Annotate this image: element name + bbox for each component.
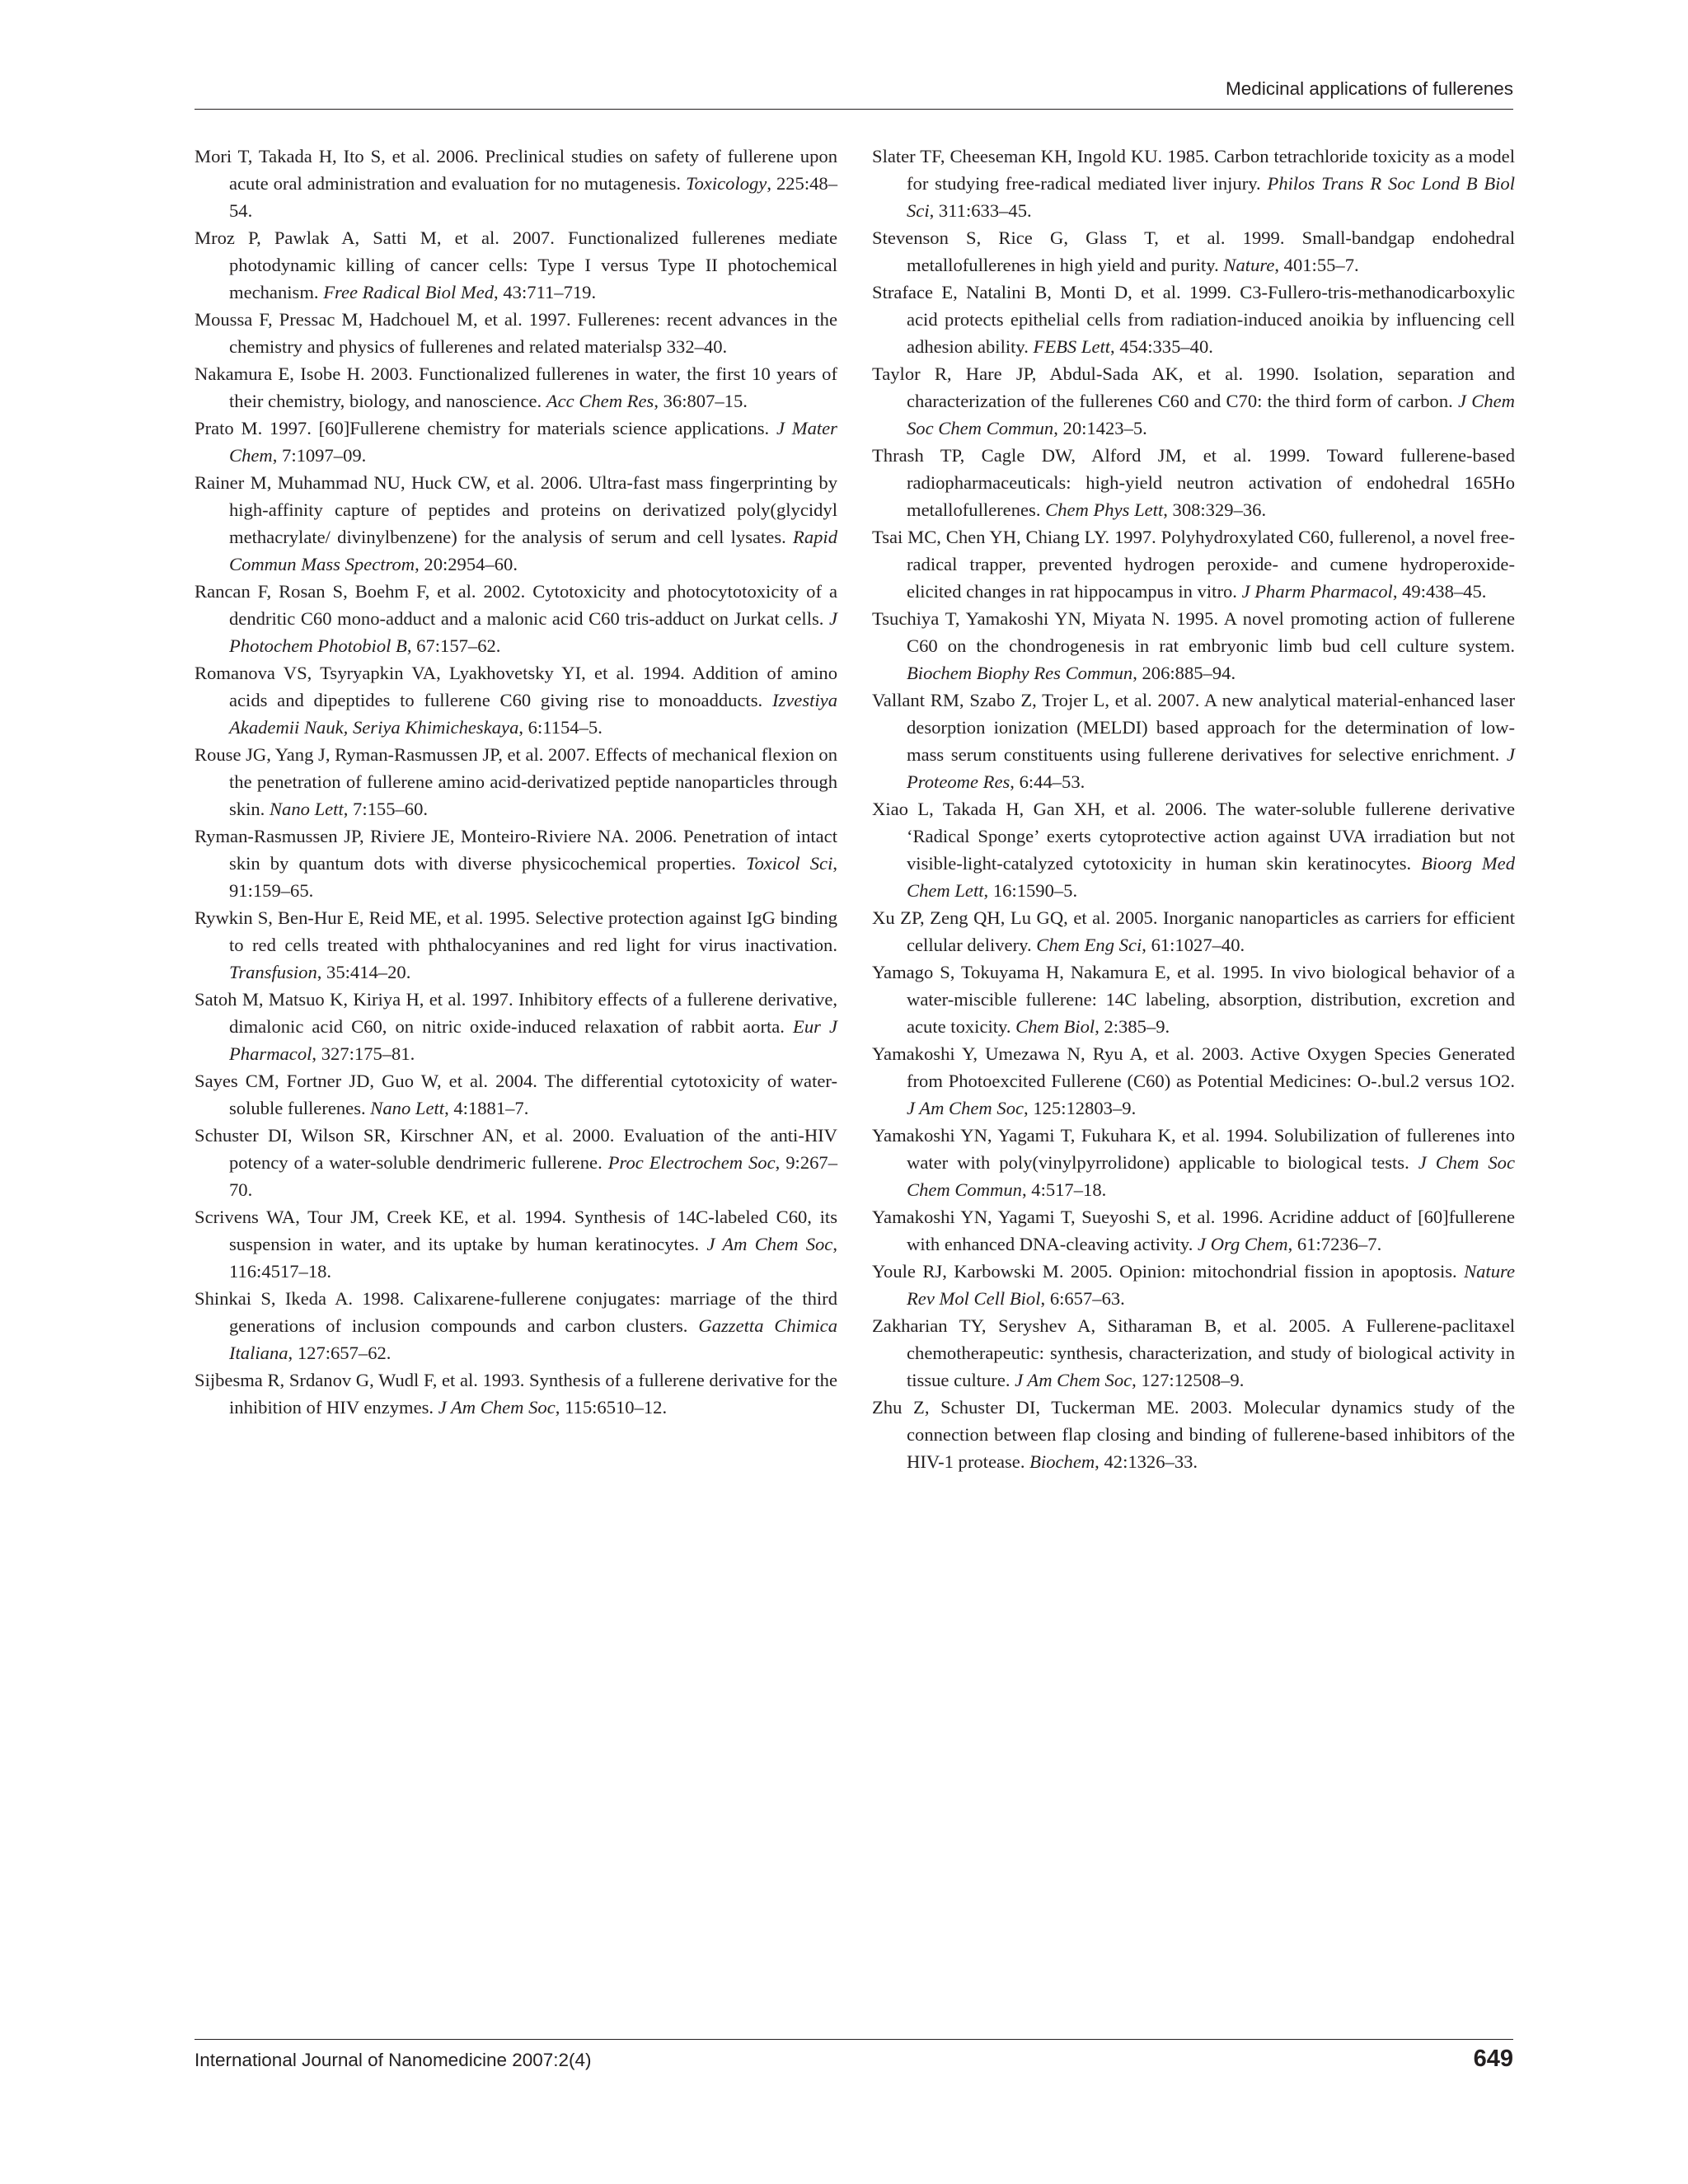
reference-entry [872, 224, 1515, 279]
reference-journal: J Chem Soc Chem Commun [907, 1152, 1515, 1200]
reference-entry [195, 469, 837, 578]
reference-journal: J Chem Soc Chem Commun [907, 391, 1515, 438]
footer-journal: International Journal of Nanomedicine 2007:2(4) [195, 2050, 592, 2070]
reference-text: Youle RJ, Karbowski M. 2005. Opinion: mitochondrial fission in apoptosis. [872, 1261, 1465, 1282]
reference-volume-pages: , 43:711–719. [494, 282, 597, 302]
reference-entry [872, 360, 1515, 442]
reference-volume-pages: , 206:885–94. [1132, 663, 1236, 683]
reference-entry [872, 1258, 1515, 1312]
reference-text: Yamakoshi YN, Yagami T, Sueyoshi S, et al. 1996. Acridine adduct of [60]fullerene with enhanced DNA-cleaving activity. [872, 1207, 1515, 1254]
reference-journal: Izvestiya Akademii Nauk, Seriya Khimicheskaya [229, 690, 837, 738]
reference-volume-pages: , 36:807–15. [654, 391, 748, 411]
reference-volume-pages: , 7:1097–09. [272, 445, 367, 466]
reference-journal: Bioorg Med Chem Lett [907, 853, 1516, 901]
reference-text: Yamakoshi YN, Yagami T, Fukuhara K, et al. 1994. Solubilization of fullerenes into water with poly(vinylpyrrolidone) applicable to biological tests. [872, 1125, 1515, 1173]
reference-volume-pages: , 454:335–40. [1110, 336, 1213, 357]
reference-volume-pages: , 67:157–62. [406, 635, 501, 656]
reference-journal: J Proteome Res [907, 744, 1515, 792]
reference-volume-pages: , 6:657–63. [1040, 1288, 1125, 1309]
reference-text: Tsai MC, Chen YH, Chiang LY. 1997. Polyhydroxylated C60, fullerenol, a novel free-radical trapper, prevented hydrogen peroxide- and cumene hydroperoxide-elicited changes in rat hippocampus in vitro. [872, 527, 1515, 602]
reference-journal: Gazzetta Chimica Italiana [229, 1315, 837, 1363]
reference-volume-pages: , 20:1423–5. [1053, 418, 1147, 438]
reference-entry [195, 659, 837, 741]
reference-journal: Chem Eng Sci [1036, 935, 1142, 955]
reference-text: Vallant RM, Szabo Z, Trojer L, et al. 2007. A new analytical material-enhanced laser desorption ionization (MELDI) based approach for the determination of low-mass serum constituents using fullerene derivatives for selective enrichment. [872, 690, 1515, 765]
reference-text: Rywkin S, Ben-Hur E, Reid ME, et al. 1995. Selective protection against IgG binding to red cells treated with phthalocyanines and red light for virus inactivation. [195, 907, 837, 955]
reference-journal: J Am Chem Soc [438, 1397, 556, 1418]
reference-text: Taylor R, Hare JP, Abdul-Sada AK, et al. 1990. Isolation, separation and characterization of the fullerenes C60 and C70: the third form of carbon. [872, 363, 1515, 411]
reference-entry [872, 1203, 1515, 1258]
reference-volume-pages: , 61:7236–7. [1287, 1234, 1382, 1254]
reference-journal: Nature Rev Mol Cell Biol [907, 1261, 1515, 1309]
reference-text: Tsuchiya T, Yamakoshi YN, Miyata N. 1995. A novel promoting action of fullerene C60 on the chondrogenesis in rat embryonic limb bud cell culture system. [872, 608, 1515, 656]
reference-text: Shinkai S, Ikeda A. 1998. Calixarene-fullerene conjugates: marriage of the third generations of inclusion compounds and carbon clusters. [195, 1288, 837, 1336]
reference-text: Sayes CM, Fortner JD, Guo W, et al. 2004. The differential cytotoxicity of water-soluble fullerenes. [195, 1071, 837, 1118]
reference-journal: J Mater Chem [229, 418, 837, 466]
reference-volume-pages: , 9:267–70. [229, 1152, 838, 1200]
reference-entry [195, 1203, 837, 1285]
reference-volume-pages: , 2:385–9. [1095, 1016, 1170, 1037]
reference-text: Moussa F, Pressac M, Hadchouel M, et al. 1997. Fullerenes: recent advances in the chemistry and physics of fullerenes and related materialsp 332–40. [195, 309, 837, 357]
reference-journal: Toxicol Sci [745, 853, 833, 874]
reference-entry [195, 143, 837, 224]
reference-volume-pages: , 225:48–54. [229, 173, 837, 221]
reference-entry [195, 578, 837, 659]
reference-text: Zakharian TY, Seryshev A, Sitharaman B, et al. 2005. A Fullerene-paclitaxel chemotherapeutic: synthesis, characterization, and study of biological activity in tissue culture. [872, 1315, 1515, 1390]
reference-journal: Nano Lett [269, 799, 344, 819]
reference-volume-pages: , 311:633–45. [929, 200, 1032, 221]
reference-volume-pages: , 115:6510–12. [555, 1397, 668, 1418]
reference-volume-pages: , 127:657–62. [288, 1343, 392, 1363]
reference-text: Nakamura E, Isobe H. 2003. Functionalized fullerenes in water, the first 10 years of their chemistry, biology, and nanoscience. [195, 363, 837, 411]
reference-journal: FEBS Lett [1033, 336, 1111, 357]
reference-entry [195, 1366, 837, 1421]
reference-entry [872, 523, 1515, 605]
reference-text: Rouse JG, Yang J, Ryman-Rasmussen JP, et al. 2007. Effects of mechanical flexion on the penetration of fullerene amino acid-derivatized peptide nanoparticles through skin. [195, 744, 837, 819]
reference-entry [195, 986, 837, 1067]
reference-journal: Nano Lett [370, 1098, 445, 1118]
reference-journal: Biochem Biophy Res Commun [907, 663, 1133, 683]
reference-text: Zhu Z, Schuster DI, Tuckerman ME. 2003. Molecular dynamics study of the connection between flap closing and binding of fullerene-based inhibitors of the HIV-1 protease. [872, 1397, 1515, 1472]
reference-journal: Free Radical Biol Med [323, 282, 495, 302]
reference-entry [872, 904, 1515, 958]
reference-entry [195, 1067, 837, 1122]
references-right-column [872, 143, 1515, 1475]
reference-text: Rancan F, Rosan S, Boehm F, et al. 2002. Cytotoxicity and photocytotoxicity of a dendritic C60 mono-adduct and a malonic acid C60 tris-adduct on Jurkat cells. [195, 581, 837, 629]
reference-entry [195, 415, 837, 469]
reference-volume-pages: , 42:1326–33. [1095, 1451, 1198, 1472]
reference-entry [872, 1122, 1515, 1203]
reference-entry [195, 224, 837, 306]
reference-text: Prato M. 1997. [60]Fullerene chemistry for materials science applications. [195, 418, 776, 438]
reference-volume-pages: , 49:438–45. [1392, 581, 1487, 602]
reference-entry [195, 1122, 837, 1203]
reference-text: Straface E, Natalini B, Monti D, et al. 1999. C3-Fullero-tris-methanodicarboxylic acid protects epithelial cells from radiation-induced anoikia by influencing cell adhesion ability. [872, 282, 1515, 357]
reference-journal: Acc Chem Res [546, 391, 654, 411]
reference-journal: Nature [1223, 255, 1275, 275]
reference-entry [872, 1040, 1515, 1122]
reference-text: Mroz P, Pawlak A, Satti M, et al. 2007. Functionalized fullerenes mediate photodynamic killing of cancer cells: Type I versus Type II photochemical mechanism. [195, 227, 837, 302]
reference-entry [195, 1285, 837, 1366]
reference-text: Yamago S, Tokuyama H, Nakamura E, et al. 1995. In vivo biological behavior of a water-miscible fullerene: 14C labeling, absorption, distribution, excretion and acute toxicity. [872, 962, 1515, 1037]
reference-text: Schuster DI, Wilson SR, Kirschner AN, et al. 2000. Evaluation of the anti-HIV potency of a water-soluble dendrimeric fullerene. [195, 1125, 837, 1173]
reference-text: Sijbesma R, Srdanov G, Wudl F, et al. 1993. Synthesis of a fullerene derivative for the inhibition of HIV enzymes. [195, 1370, 837, 1418]
reference-text: Thrash TP, Cagle DW, Alford JM, et al. 1999. Toward fullerene-based radiopharmaceuticals: high-yield neutron activation of endohedral 165Ho metallofullerenes. [872, 445, 1515, 520]
reference-volume-pages: , 35:414–20. [316, 962, 411, 982]
reference-volume-pages: , 91:159–65. [229, 853, 837, 901]
reference-journal: Eur J Pharmacol [229, 1016, 837, 1064]
reference-entry [872, 143, 1515, 224]
reference-journal: Transfusion [229, 962, 317, 982]
reference-volume-pages: , 327:175–81. [312, 1043, 415, 1064]
reference-entry [195, 741, 837, 823]
reference-entry [195, 904, 837, 986]
reference-journal: Chem Phys Lett [1045, 499, 1164, 520]
reference-journal: Philos Trans R Soc Lond B Biol Sci [907, 173, 1516, 221]
reference-entry [872, 687, 1515, 795]
reference-entry [195, 360, 837, 415]
reference-journal: Toxicology [686, 173, 767, 194]
reference-text: Xu ZP, Zeng QH, Lu GQ, et al. 2005. Inorganic nanoparticles as carriers for efficient cellular delivery. [872, 907, 1515, 955]
reference-journal: Proc Electrochem Soc [607, 1152, 776, 1173]
reference-volume-pages: , 116:4517–18. [229, 1234, 837, 1282]
reference-text: Satoh M, Matsuo K, Kiriya H, et al. 1997. Inhibitory effects of a fullerene derivative, dimalonic acid C60, on nitric oxide-induced relaxation of rabbit aorta. [195, 989, 837, 1037]
references-left-column [195, 143, 837, 1421]
reference-entry [195, 306, 837, 360]
reference-entry [195, 823, 837, 904]
reference-entry [872, 605, 1515, 687]
reference-text: Rainer M, Muhammad NU, Huck CW, et al. 2006. Ultra-fast mass fingerprinting by high-affinity capture of peptides and proteins on derivatized poly(glycidyl methacrylate/ divinylbenzene) for the analysis of serum and cell lysates. [195, 472, 837, 547]
reference-journal: J Am Chem Soc [1015, 1370, 1132, 1390]
reference-journal: J Pharm Pharmacol [1241, 581, 1393, 602]
reference-volume-pages: , 16:1590–5. [983, 880, 1078, 901]
reference-volume-pages: , 61:1027–40. [1142, 935, 1245, 955]
reference-journal: J Am Chem Soc [907, 1098, 1025, 1118]
reference-entry [872, 279, 1515, 360]
footer-rule [195, 2039, 1513, 2040]
header-rule [195, 109, 1513, 110]
reference-volume-pages: , 4:517–18. [1021, 1179, 1107, 1200]
reference-volume-pages: , 127:12508–9. [1132, 1370, 1245, 1390]
page-number: 649 [1473, 2046, 1513, 2072]
reference-text: Stevenson S, Rice G, Glass T, et al. 1999. Small-bandgap endohedral metallofullerenes in high yield and purity. [872, 227, 1515, 275]
reference-volume-pages: , 401:55–7. [1274, 255, 1359, 275]
reference-text: Romanova VS, Tsyryapkin VA, Lyakhovetsky YI, et al. 1994. Addition of amino acids and dipeptides to fullerene C60 giving rise to monoadducts. [195, 663, 837, 710]
reference-text: Slater TF, Cheeseman KH, Ingold KU. 1985. Carbon tetrachloride toxicity as a model for studying free-radical mediated liver injury. [872, 146, 1515, 194]
reference-journal: Biochem [1029, 1451, 1095, 1472]
reference-text: Yamakoshi Y, Umezawa N, Ryu A, et al. 2003. Active Oxygen Species Generated from Photoexcited Fullerene (C60) as Potential Medicines: O-.bul.2 versus 1O2. [872, 1043, 1515, 1091]
reference-text: Scrivens WA, Tour JM, Creek KE, et al. 1994. Synthesis of 14C-labeled C60, its suspension in water, and its uptake by human keratinocytes. [195, 1207, 837, 1254]
reference-entry [872, 442, 1515, 523]
reference-volume-pages: , 4:1881–7. [444, 1098, 529, 1118]
reference-text: Mori T, Takada H, Ito S, et al. 2006. Preclinical studies on safety of fullerene upon acute oral administration and evaluation for no mutagenesis. [195, 146, 837, 194]
reference-journal: J Org Chem [1198, 1234, 1288, 1254]
reference-journal: J Photochem Photobiol B [229, 608, 837, 656]
reference-volume-pages: , 7:155–60. [343, 799, 429, 819]
reference-volume-pages: , 6:44–53. [1010, 771, 1085, 792]
reference-volume-pages: , 20:2954–60. [415, 554, 518, 574]
reference-text: Xiao L, Takada H, Gan XH, et al. 2006. The water-soluble fullerene derivative ‘Radical Sponge’ exerts cytoprotective action against UVA irradiation but not visible-light-catalyzed cytotoxicity in human skin keratinocytes. [872, 799, 1515, 874]
reference-volume-pages: , 308:329–36. [1163, 499, 1267, 520]
reference-journal: Chem Biol [1015, 1016, 1095, 1037]
reference-entry [872, 958, 1515, 1040]
reference-volume-pages: , 125:12803–9. [1024, 1098, 1137, 1118]
reference-journal: Rapid Commun Mass Spectrom [229, 527, 837, 574]
reference-text: Ryman-Rasmussen JP, Riviere JE, Monteiro-Riviere NA. 2006. Penetration of intact skin by quantum dots with diverse physicochemical properties. [195, 826, 837, 874]
reference-entry [872, 1312, 1515, 1394]
reference-entry [872, 795, 1515, 904]
reference-journal: J Am Chem Soc [706, 1234, 833, 1254]
running-title: Medicinal applications of fullerenes [1226, 78, 1513, 99]
reference-entry [872, 1394, 1515, 1475]
reference-volume-pages: , 6:1154–5. [518, 717, 603, 738]
